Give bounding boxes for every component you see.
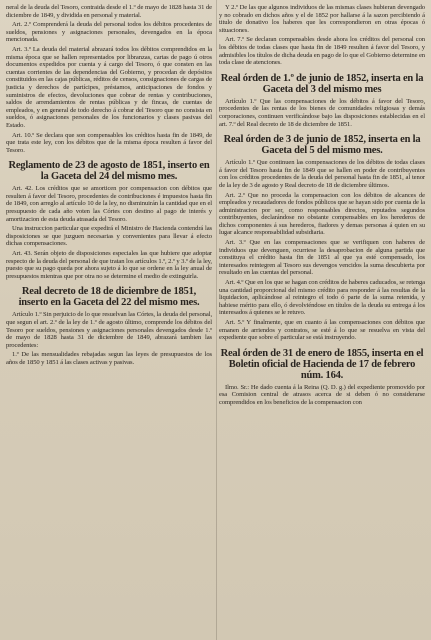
paragraph: Art. 10.º Se declara que son compensables los créditos hasta fin de 1849, de que trata este ley, con los débitos que de la misma época resulten á favor del Tesoro. [6,131,212,154]
paragraph: Art. 43. Serán objeto de disposiciones especiales las que hubiere que adoptar respecto de la deuda del personal de que tratan los artículos 1.º, 2.º y 3.º de la ley, puesto que su pago queda por ahora sujeto á lo que se ordene en la ley anual de presupuestos mientras que por otra no se determine el medio de extinguirla. [6,250,212,280]
paragraph: Una instruccion particular que expedirá el Ministro de Hacienda contendrá las disposiciones se que juzguen necesarias y convenientes para llevar á efecto dichas compensaciones. [6,225,212,248]
section-heading: Real órden de 1.º de junio de 1852, inserta en la Gaceta del 3 del mismo mes [220,72,424,95]
paragraph: Art. 3.º Que en las compensaciones que se verifiquen con haberes de individuos que devenguen, ocurriese la desaprobacion de alguna partida que constituya el crédito hasta fin de 1851 al que ya esté compensado, los interesados reintegren al Tesoro sus devengos vencidos la suma descubierta por resultado en las cuentas del personal. [219,239,425,277]
paragraph: Art. 5.º Y finalmente, que en cuanto á las compensaciones con débitos que emanen de arriendos y contratos, se esté á lo que se resuelva en vista del expediente que sobre el particular se está instruyendo. [219,319,425,342]
paragraph: Art. 4.º Que en los que se hagan con créditos de haberes caducados, se retenga una cantidad proporcional del mismo crédito para responder á las resultas de la liquidacion, aplicándose al reintegro el todo ó parte de la suma retenida, y habiese mérito para ello, ó devolviéndose en títulos de la deuda su entrega á los interesados á quienes se le retuvo. [219,279,425,317]
left-column [6,4,212,636]
paragraph: Art. 42. Los créditos que se amorticen por compensacion con débitos que resulten á favor del Tesoro, procedentes de contribuciones é impuestos hasta fin de 1849, con arreglo al artículo 10 de la ley, no disminuirán la cantidad que en el presupuesto de cada año voten las Córtes con destino al pago de interés y amortizacion de esta deuda atrasada del Tesoro. [6,185,212,223]
paragraph: Y 2.º De las que algunos individuos de las mismas clases hubieran devengado y no cobrado en dichos años y el de 1852 por hallarse á la sazon percibiendo á titulo de donativo los haberes que les correspondieron en otras épocas ó situaciones. [219,4,425,34]
paragraph: Art. 3.º La deuda del material abrazará todos los débitos comprendidos en la misma época que se hallen representados por libranzas, cartas de pago ú otros documentos expedidos por cuenta y á cargo del Tesoro, ó que consten en las cuentas corrientes de las dependencias del Gobierno, y procedan de depósitos constituidos en las cajas públicas, réditos de censos, consignaciones de cargas de justicia y derechos de partícipes, préstamos, anticipaciones de fondos y suministros de efectos, devoluciones que cobrar de rentas y contribuciones, saldos de arrendamientos de rentas públicas y de fincas, de cuentas de empleados, y en general de todo derecho á cobrar del Tesoro que no consista en sueldos, ó asignaciones personales de los funcionarios y clases pasivas del Estado. [6,45,212,129]
section-heading: Real órden de 31 de enero de 1855, inserta en el Boletin oficial de Hacienda de 17 de febrero núm. 164. [220,347,424,381]
paragraph: Artículo 1.º Que continuen las compensaciones de los débitos de todas clases á favor del Tesoro hasta fin de 1849 que se hallen en poder de contribuyentes con los créditos procedentes de la deuda del personal hasta fin de 1851, al tenor de la ley de 3 de agosto y Real decreto de 18 de diciembre últimos. [219,159,425,189]
paragraph: Art. 7.º Se declaran compensables desde ahora los créditos del personal con los débitos de todas clases que hasta fin de 1849 resulten á favor del Tesoro, y admisibles los títulos de dicha deuda en pago de lo que el Gobierno determine en toda clase de atenciones. [219,36,425,67]
right-column [219,4,425,636]
paragraph: Artículo 1.º Que las compensaciones de los débitos á favor del Tesoro, procedentes de las rentas de los bienes de comunidades religiosas y demás corporaciones, continuen verificándose bajo las disposiciones establecidas en el art. 7.º del Real decreto de 18 de diciembre de 1851. [219,97,425,128]
paragraph: Art. 2.º Comprenderá la deuda del personal todos los débitos procedentes de sueldos, pensiones y asignaciones personales, devengados en la época mencionada. [6,21,212,44]
paragraph: 1.º De las mensualidades rebajadas segun las leyes de presupuestos de los años de 1850 y 1851 á las clases activas y pasivas. [6,351,212,366]
paragraph: neral de la deuda del Tesoro, contraida desde el 1.º de mayo de 1828 hasta 31 de diciembre de 1849, y dividida en personal y material. [6,4,212,19]
paragraph: Ilmo. Sr.: He dado cuenta á la Reina (Q. D. g.) del expediente promovido por esa Comision central de atrasos acerca de si deben ó no considerarse comprendidos en los beneficios de la compensacion con [219,383,425,406]
paragraph: Artículo 1.º Sin perjuicio de lo que resuelvan las Córtes, la deuda del personal, que segun el art. 2.º de la ley de 1.º de agosto último, comprende los débitos del Tesoro por sueldos, pensiones y asignaciones personales devengados desde 1.º de mayo de 1828 hasta 31 de diciembre de 1849, abrazará tambien las procedentes: [6,311,212,349]
paragraph: Art. 2.º Que no proceda la compensacion con los débitos de alcances de empleados y recaudadores de fondos públicos que se hayan sido por cuenta de la administracion por ser, como responsables directos, reputados segundos contribuyentes, declarándose no obstante compensables en los herederos de dichos componentes á sus herederos, fiadores y demas personas á quien en su lugar alcance responsabilidad subsidiaria. [219,191,425,237]
section-heading: Real decreto de 18 de diciembre de 1851, inserto en la Gaceta del 22 del mismo mes. [18,286,200,309]
section-heading: Reglamento de 23 de agosto de 1851, inserto en la Gaceta del 24 del mismo mes. [8,160,210,183]
section-heading: Real órden de 3 de junio de 1852, inserta en la Gaceta del 5 del mismo mes. [223,134,421,157]
